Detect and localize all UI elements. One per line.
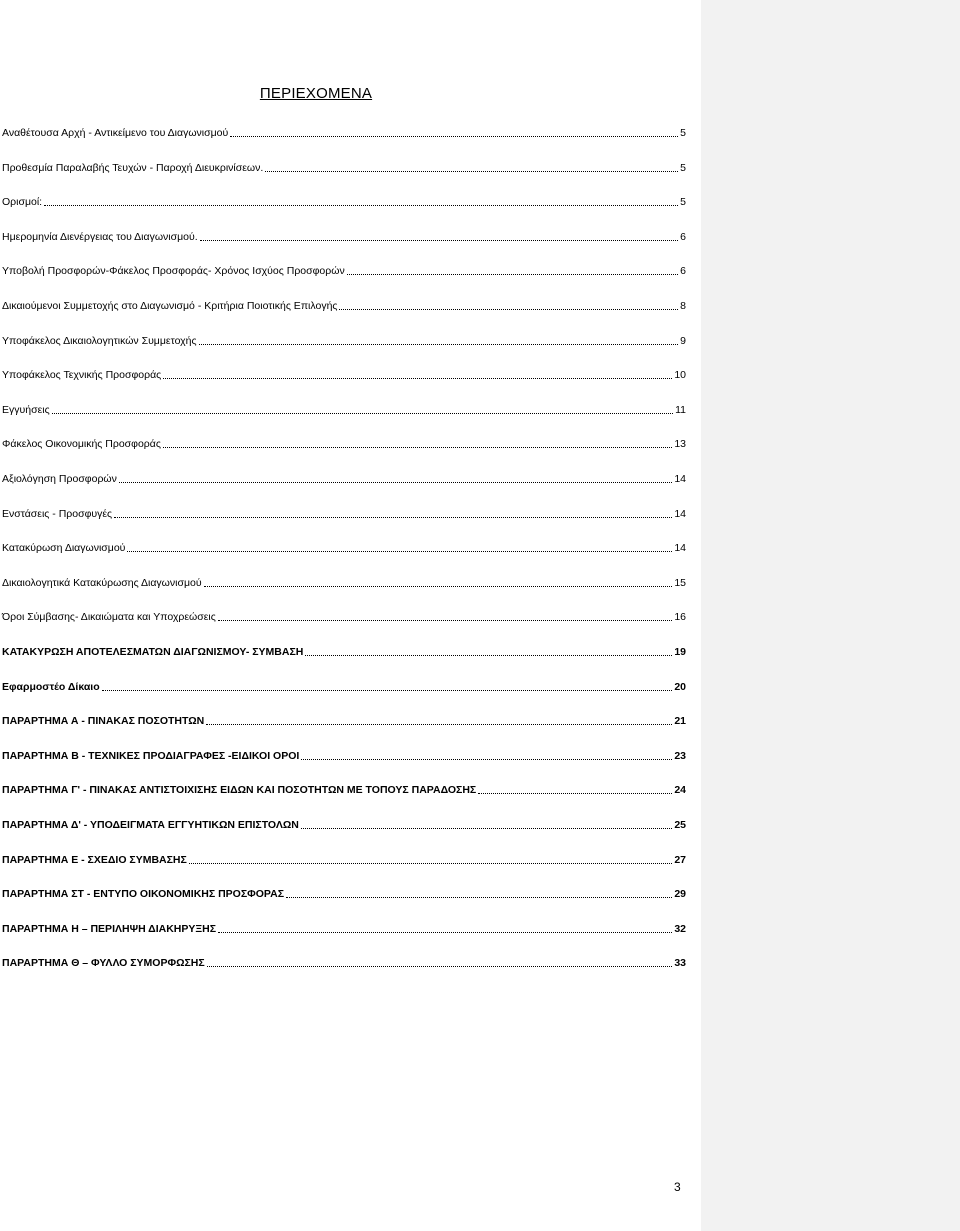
toc-entry[interactable] [2,295,686,313]
toc-entry-page: 23 [674,749,686,762]
toc-leader-dots [207,966,673,967]
toc-leader-dots [301,759,672,760]
toc-entry[interactable] [2,226,686,244]
toc-entry-label: Αξιολόγηση Προσφορών [2,473,117,485]
toc-entry[interactable] [2,814,686,832]
toc-entry-label: Υποφάκελος Δικαιολογητικών Συμμετοχής [2,334,197,347]
toc-entry[interactable] [2,364,686,382]
toc-entry-label: Προθεσμία Παραλαβής Τευχών - Παροχή Διευκρινίσεων. [2,161,264,174]
toc-leader-dots [127,551,672,552]
toc-entry[interactable] [2,260,686,278]
toc-leader-dots [301,828,672,829]
toc-entry-label: ΠΑΡΑΡΤΗΜΑ ΣΤ - ΕΝΤΥΠΟ ΟΙΚΟΝΟΜΙΚΗΣ ΠΡΟΣΦΟΡΑΣ [2,888,285,901]
toc-entry[interactable] [2,537,686,555]
toc-entry-page: 24 [674,784,686,797]
toc-entry-label: Ορισμοί: [2,196,43,209]
toc-entry-page: 6 [680,230,686,243]
toc-entry[interactable] [2,641,686,659]
toc-entry-page: 20 [674,680,686,693]
toc-entry-label: Εφαρμοστέο Δίκαιο [2,680,100,693]
toc-leader-dots [339,309,678,310]
toc-entry-page: 5 [680,127,686,139]
toc-entry[interactable] [2,468,686,486]
toc-entry-page: 15 [674,576,686,589]
toc-entry[interactable] [2,606,686,624]
toc-entry-label: Ημερομηνία Διενέργειας του Διαγωνισμού. [2,230,198,243]
toc-entry-page: 14 [674,473,686,485]
toc-entry-label: ΠΑΡΑΡΤΗΜΑ Α - ΠΙΝΑΚΑΣ ΠΟΣΟΤΗΤΩΝ [2,715,205,728]
toc-leader-dots [218,932,672,933]
toc-entry-page: 6 [680,265,686,278]
toc-entry-label: Όροι Σύμβασης- Δικαιώματα και Υποχρεώσεις [2,611,216,624]
page-title: ΠΕΡΙΕΧΟΜΕΝΑ [259,85,373,102]
toc-entry-label: ΠΑΡΑΡΤΗΜΑ Θ – ΦΥΛΛΟ ΣΥΜΟΡΦΩΣΗΣ [2,957,205,970]
toc-entry[interactable] [2,883,686,901]
toc-entry-page: 14 [674,507,686,520]
toc-entry[interactable] [2,157,686,175]
toc-entry[interactable] [2,330,686,348]
toc-leader-dots [163,378,672,379]
toc-entry-label: Υποφάκελος Τεχνικής Προσφοράς [2,369,162,382]
page-number: 3 [674,1180,681,1194]
toc-entry-page: 21 [674,715,686,728]
toc-entry-label: Δικαιούμενοι Συμμετοχής στο Διαγωνισμό - Κριτήρια Ποιοτικής Επιλογής [2,300,338,312]
toc-entry-page: 16 [674,611,686,624]
toc-entry-label: Φάκελος Οικονομικής Προσφοράς [2,438,161,451]
toc-leader-dots [52,413,673,414]
toc-entry-page: 8 [680,300,686,312]
toc-entry-label: Αναθέτουσα Αρχή - Αντικείμενο του Διαγωνισμού [2,127,229,139]
toc-entry-label: Εγγυήσεις [2,403,50,416]
toc-entry-label: ΚΑΤΑΚΥΡΩΣΗ ΑΠΟΤΕΛΕΣΜΑΤΩΝ ΔΙΑΓΩΝΙΣΜΟΥ- ΣΥΜΒΑΣΗ [2,646,304,658]
toc-entry-page: 5 [680,196,686,209]
toc-entry[interactable] [2,745,686,763]
toc-entry[interactable] [2,122,686,140]
toc-entry-label: ΠΑΡΑΡΤΗΜΑ Β - ΤΕΧΝΙΚΕΣ ΠΡΟΔΙΑΓΡΑΦΕΣ -ΕΙΔΙΚΟΙ ΟΡΟΙ [2,749,300,762]
toc-leader-dots [204,586,673,587]
toc-leader-dots [218,620,673,621]
toc-entry[interactable] [2,779,686,797]
toc-entry-page: 32 [674,922,686,935]
toc-entry-page: 5 [680,161,686,174]
toc-entry-page: 27 [674,853,686,866]
toc-entry[interactable] [2,572,686,590]
toc-leader-dots [206,724,672,725]
toc-leader-dots [102,690,673,691]
toc-entry-page: 33 [674,957,686,970]
toc-leader-dots [265,171,678,172]
toc-entry-label: Ενστάσεις - Προσφυγές [2,507,113,520]
toc-entry-page: 13 [674,438,686,451]
toc-entry[interactable] [2,676,686,694]
toc-entry-page: 19 [674,646,686,658]
toc-leader-dots [347,274,678,275]
toc-entry-label: Δικαιολογητικά Κατακύρωσης Διαγωνισμού [2,576,202,589]
toc-entry-label: ΠΑΡΑΡΤΗΜΑ Η – ΠΕΡΙΛΗΨΗ ΔΙΑΚΗΡΥΞΗΣ [2,922,217,935]
margin-panel [701,0,960,1231]
toc-entry[interactable] [2,849,686,867]
toc-entry-page: 10 [674,369,686,382]
toc-leader-dots [230,136,678,137]
toc-entry-label: ΠΑΡΑΡΤΗΜΑ Ε - ΣΧΕΔΙΟ ΣΥΜΒΑΣΗΣ [2,853,187,866]
toc-entry-page: 25 [674,819,686,831]
toc-entry[interactable] [2,918,686,936]
toc-leader-dots [199,344,679,345]
toc-entry-label: ΠΑΡΑΡΤΗΜΑ Γ' - ΠΙΝΑΚΑΣ ΑΝΤΙΣΤΟΙΧΙΣΗΣ ΕΙΔΩΝ ΚΑΙ ΠΟΣΟΤΗΤΩΝ ΜΕ ΤΟΠΟΥΣ ΠΑΡΑΔΟΣΗΣ [2,784,477,797]
toc-entry-label: ΠΑΡΑΡΤΗΜΑ Δ' - ΥΠΟΔΕΙΓΜΑΤΑ ΕΓΓΥΗΤΙΚΩΝ ΕΠΙΣΤΟΛΩΝ [2,819,299,831]
toc-entry-page: 11 [675,403,686,416]
toc-entry[interactable] [2,952,686,970]
toc-entry-label: Υποβολή Προσφορών-Φάκελος Προσφοράς- Χρόνος Ισχύος Προσφορών [2,265,345,278]
toc-entry-page: 14 [674,542,686,555]
toc-entry[interactable] [2,503,686,521]
toc-leader-dots [44,205,678,206]
toc-leader-dots [200,240,679,241]
toc-leader-dots [114,517,672,518]
toc-entry[interactable] [2,399,686,417]
toc-entry-label: Κατακύρωση Διαγωνισμού [2,542,126,555]
toc-leader-dots [119,482,672,483]
toc-leader-dots [286,897,672,898]
toc-leader-dots [163,447,672,448]
toc-entry-page: 9 [680,334,686,347]
toc-entry[interactable] [2,433,686,451]
toc-entry-page: 29 [674,888,686,901]
toc-leader-dots [305,655,672,656]
toc-leader-dots [478,793,672,794]
toc-entry[interactable] [2,710,686,728]
toc-leader-dots [189,863,673,864]
toc-entry[interactable] [2,191,686,209]
